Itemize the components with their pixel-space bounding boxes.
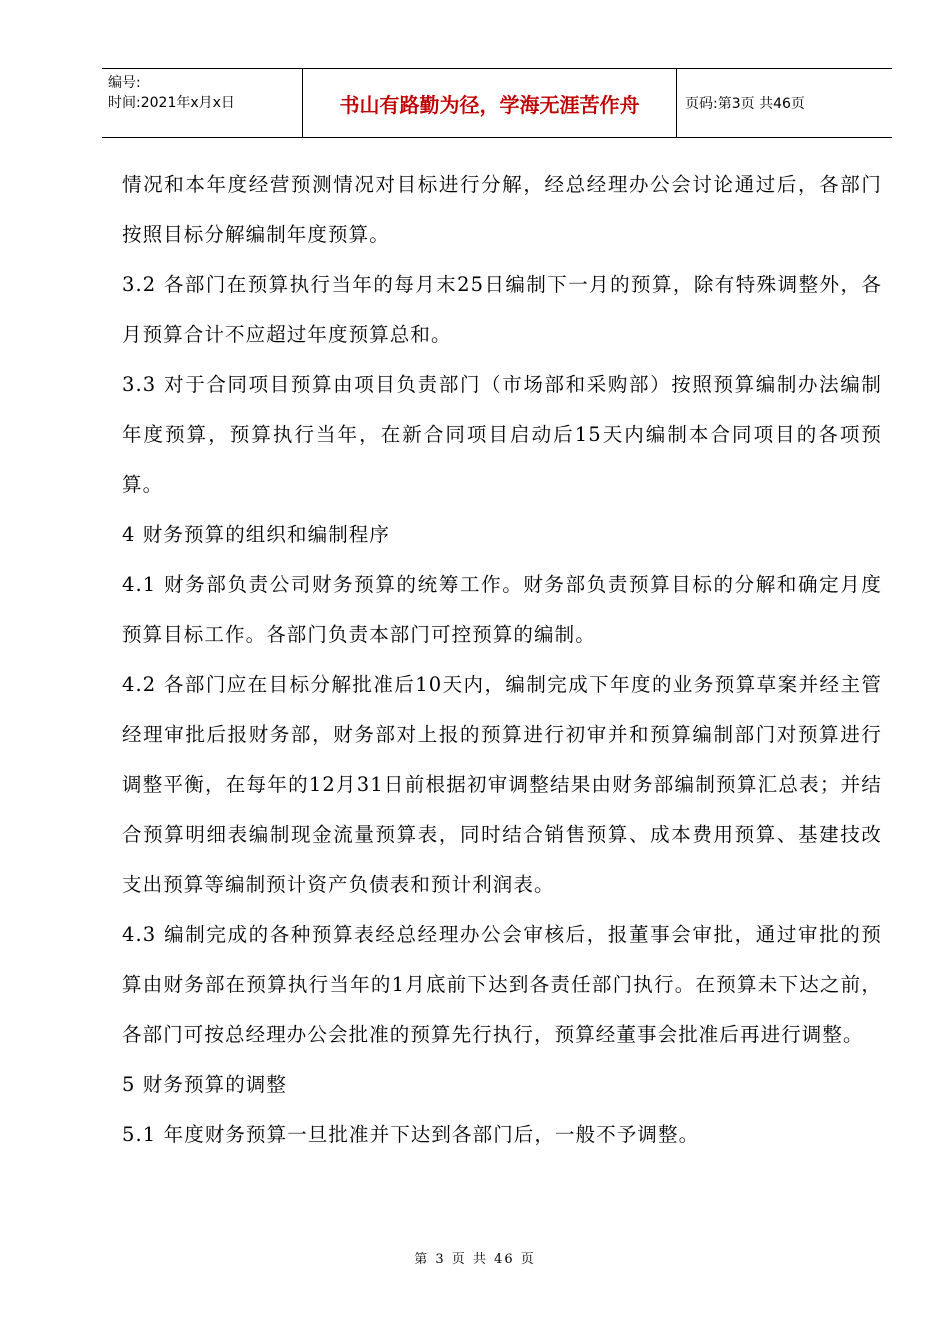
paragraph: 4.2 各部门应在目标分解批准后10天内，编制完成下年度的业务预算草案并经主管经理审批后报财务部，财务部对上报的预算进行初审并和预算编制部门对预算进行调整平衡，在每年的12月31日前根据初审调整结果由财务部编制预算汇总表；并结合预算明细表编制现金流量预算表，同时结合销售预算、成本费用预算、基建技改支出预算等编制预计资产负债表和预计利润表。 bbox=[122, 673, 882, 896]
paragraph: 3.2 各部门在预算执行当年的每月末25日编制下一月的预算，除有特殊调整外，各月预算合计不应超过年度预算总和。 bbox=[122, 273, 882, 346]
paragraph: 情况和本年度经营预测情况对目标进行分解，经总经理办公会讨论通过后，各部门按照目标分解编制年度预算。 bbox=[122, 173, 882, 246]
header-page-label: 页码:第3页 共46页 bbox=[685, 96, 805, 112]
number-label: 编号: bbox=[108, 75, 141, 91]
section-heading: 4 财务预算的组织和编制程序 bbox=[122, 523, 391, 546]
paragraph: 3.3 对于合同项目预算由项目负责部门（市场部和采购部）按照预算编制办法编制年度预算，预算执行当年，在新合同项目启动后15天内编制本合同项目的各项预算。 bbox=[122, 373, 882, 496]
time-label: 时间:2021年x月x日 bbox=[108, 95, 235, 111]
header-motto: 书山有路勤为径，学海无涯苦作舟 bbox=[303, 69, 677, 137]
document-body bbox=[122, 160, 882, 1160]
header-meta bbox=[102, 69, 303, 137]
page-header bbox=[102, 68, 892, 138]
page-footer: 第 3 页 共 46 页 bbox=[414, 1252, 536, 1267]
section-heading: 5 财务预算的调整 bbox=[122, 1073, 288, 1096]
paragraph: 4.1 财务部负责公司财务预算的统筹工作。财务部负责预算目标的分解和确定月度预算目标工作。各部门负责本部门可控预算的编制。 bbox=[122, 573, 882, 646]
paragraph: 4.3 编制完成的各种预算表经总经理办公会审核后，报董事会审批，通过审批的预算由财务部在预算执行当年的1月底前下达到各责任部门执行。在预算未下达之前，各部门可按总经理办公会批准的预算先行执行，预算经董事会批准后再进行调整。 bbox=[122, 923, 882, 1046]
paragraph: 5.1 年度财务预算一旦批准并下达到各部门后，一般不予调整。 bbox=[122, 1123, 700, 1146]
